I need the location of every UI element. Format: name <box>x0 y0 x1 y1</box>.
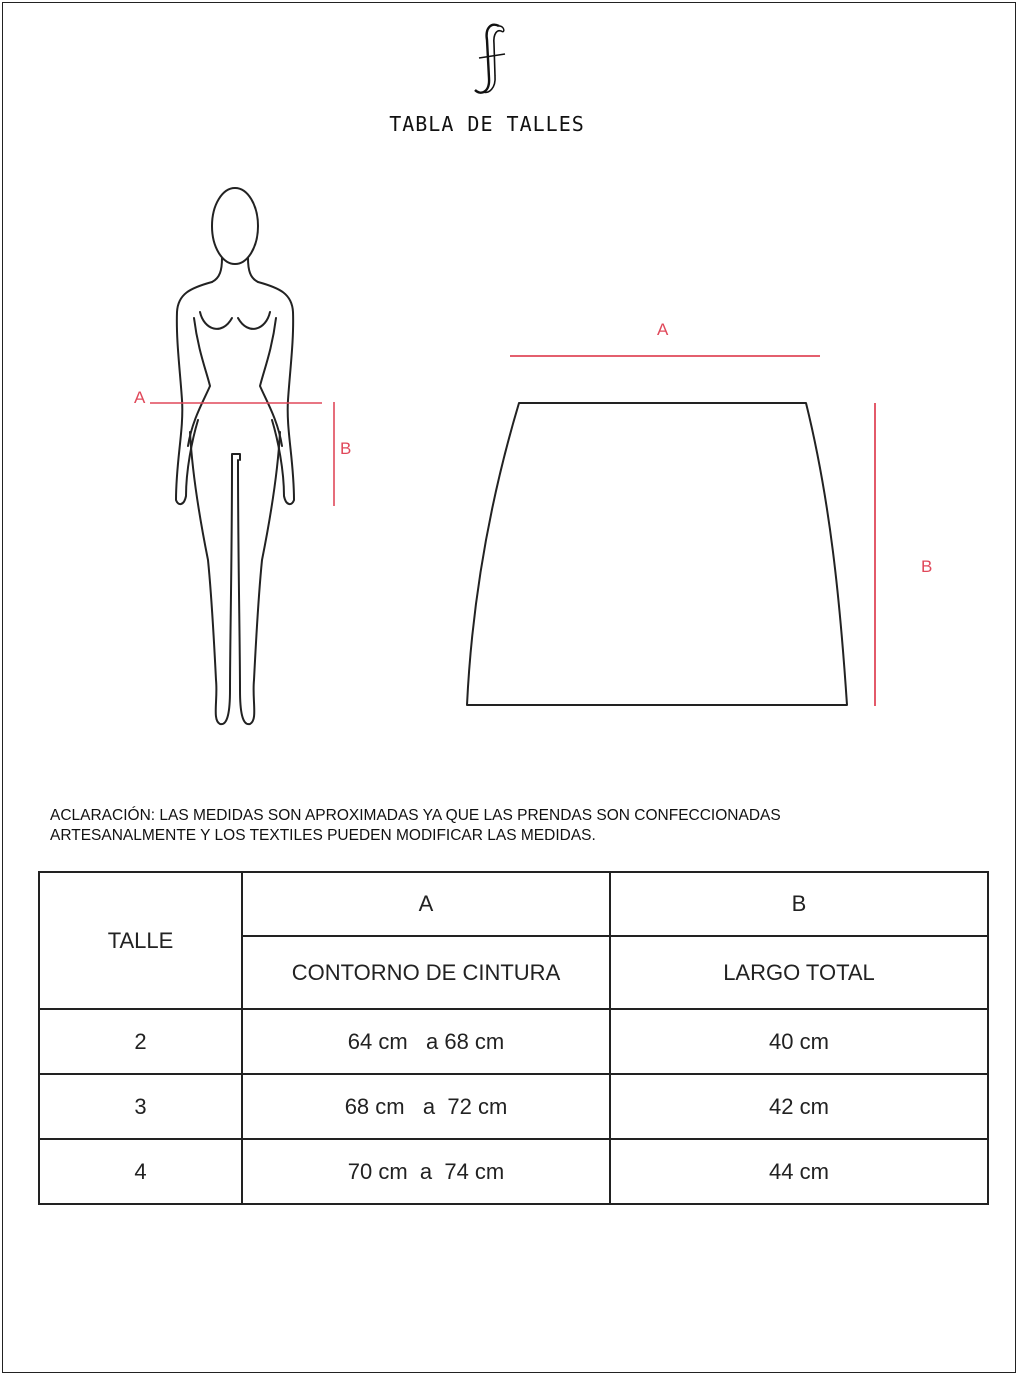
table-header-row <box>39 872 988 936</box>
table-row <box>39 1139 988 1204</box>
body-label-b: B <box>340 439 352 458</box>
page-title: TABLA DE TALLES <box>389 112 585 136</box>
size-table <box>38 871 989 1205</box>
skirt-label-a: A <box>657 320 669 339</box>
row-size: 2 <box>39 1009 242 1074</box>
disclaimer <box>50 806 950 846</box>
row-waist: 68 cm a 72 cm <box>242 1074 610 1139</box>
row-waist: 70 cm a 74 cm <box>242 1139 610 1204</box>
table-row <box>39 1074 988 1139</box>
skirt-outline <box>467 403 847 705</box>
header-col-a-letter: A <box>242 872 610 936</box>
body-silhouette <box>176 188 294 724</box>
row-length: 42 cm <box>610 1074 988 1139</box>
header-col-a-name: CONTORNO DE CINTURA <box>242 936 610 1009</box>
header-col-b-letter: B <box>610 872 988 936</box>
row-size: 3 <box>39 1074 242 1139</box>
disclaimer-line-1: ACLARACIÓN: LAS MEDIDAS SON APROXIMADAS YA QUE LAS PRENDAS SON CONFECCIONADAS <box>50 807 781 824</box>
header-size: TALLE <box>39 872 242 1009</box>
row-size: 4 <box>39 1139 242 1204</box>
table-row <box>39 1009 988 1074</box>
header-col-b-name: LARGO TOTAL <box>610 936 988 1009</box>
body-label-a: A <box>134 388 146 407</box>
row-waist: 64 cm a 68 cm <box>242 1009 610 1074</box>
row-length: 40 cm <box>610 1009 988 1074</box>
disclaimer-line-2: ARTESANALMENTE Y LOS TEXTILES PUEDEN MODIFICAR LAS MEDIDAS. <box>50 827 596 844</box>
skirt-label-b: B <box>921 557 933 576</box>
row-length: 44 cm <box>610 1139 988 1204</box>
